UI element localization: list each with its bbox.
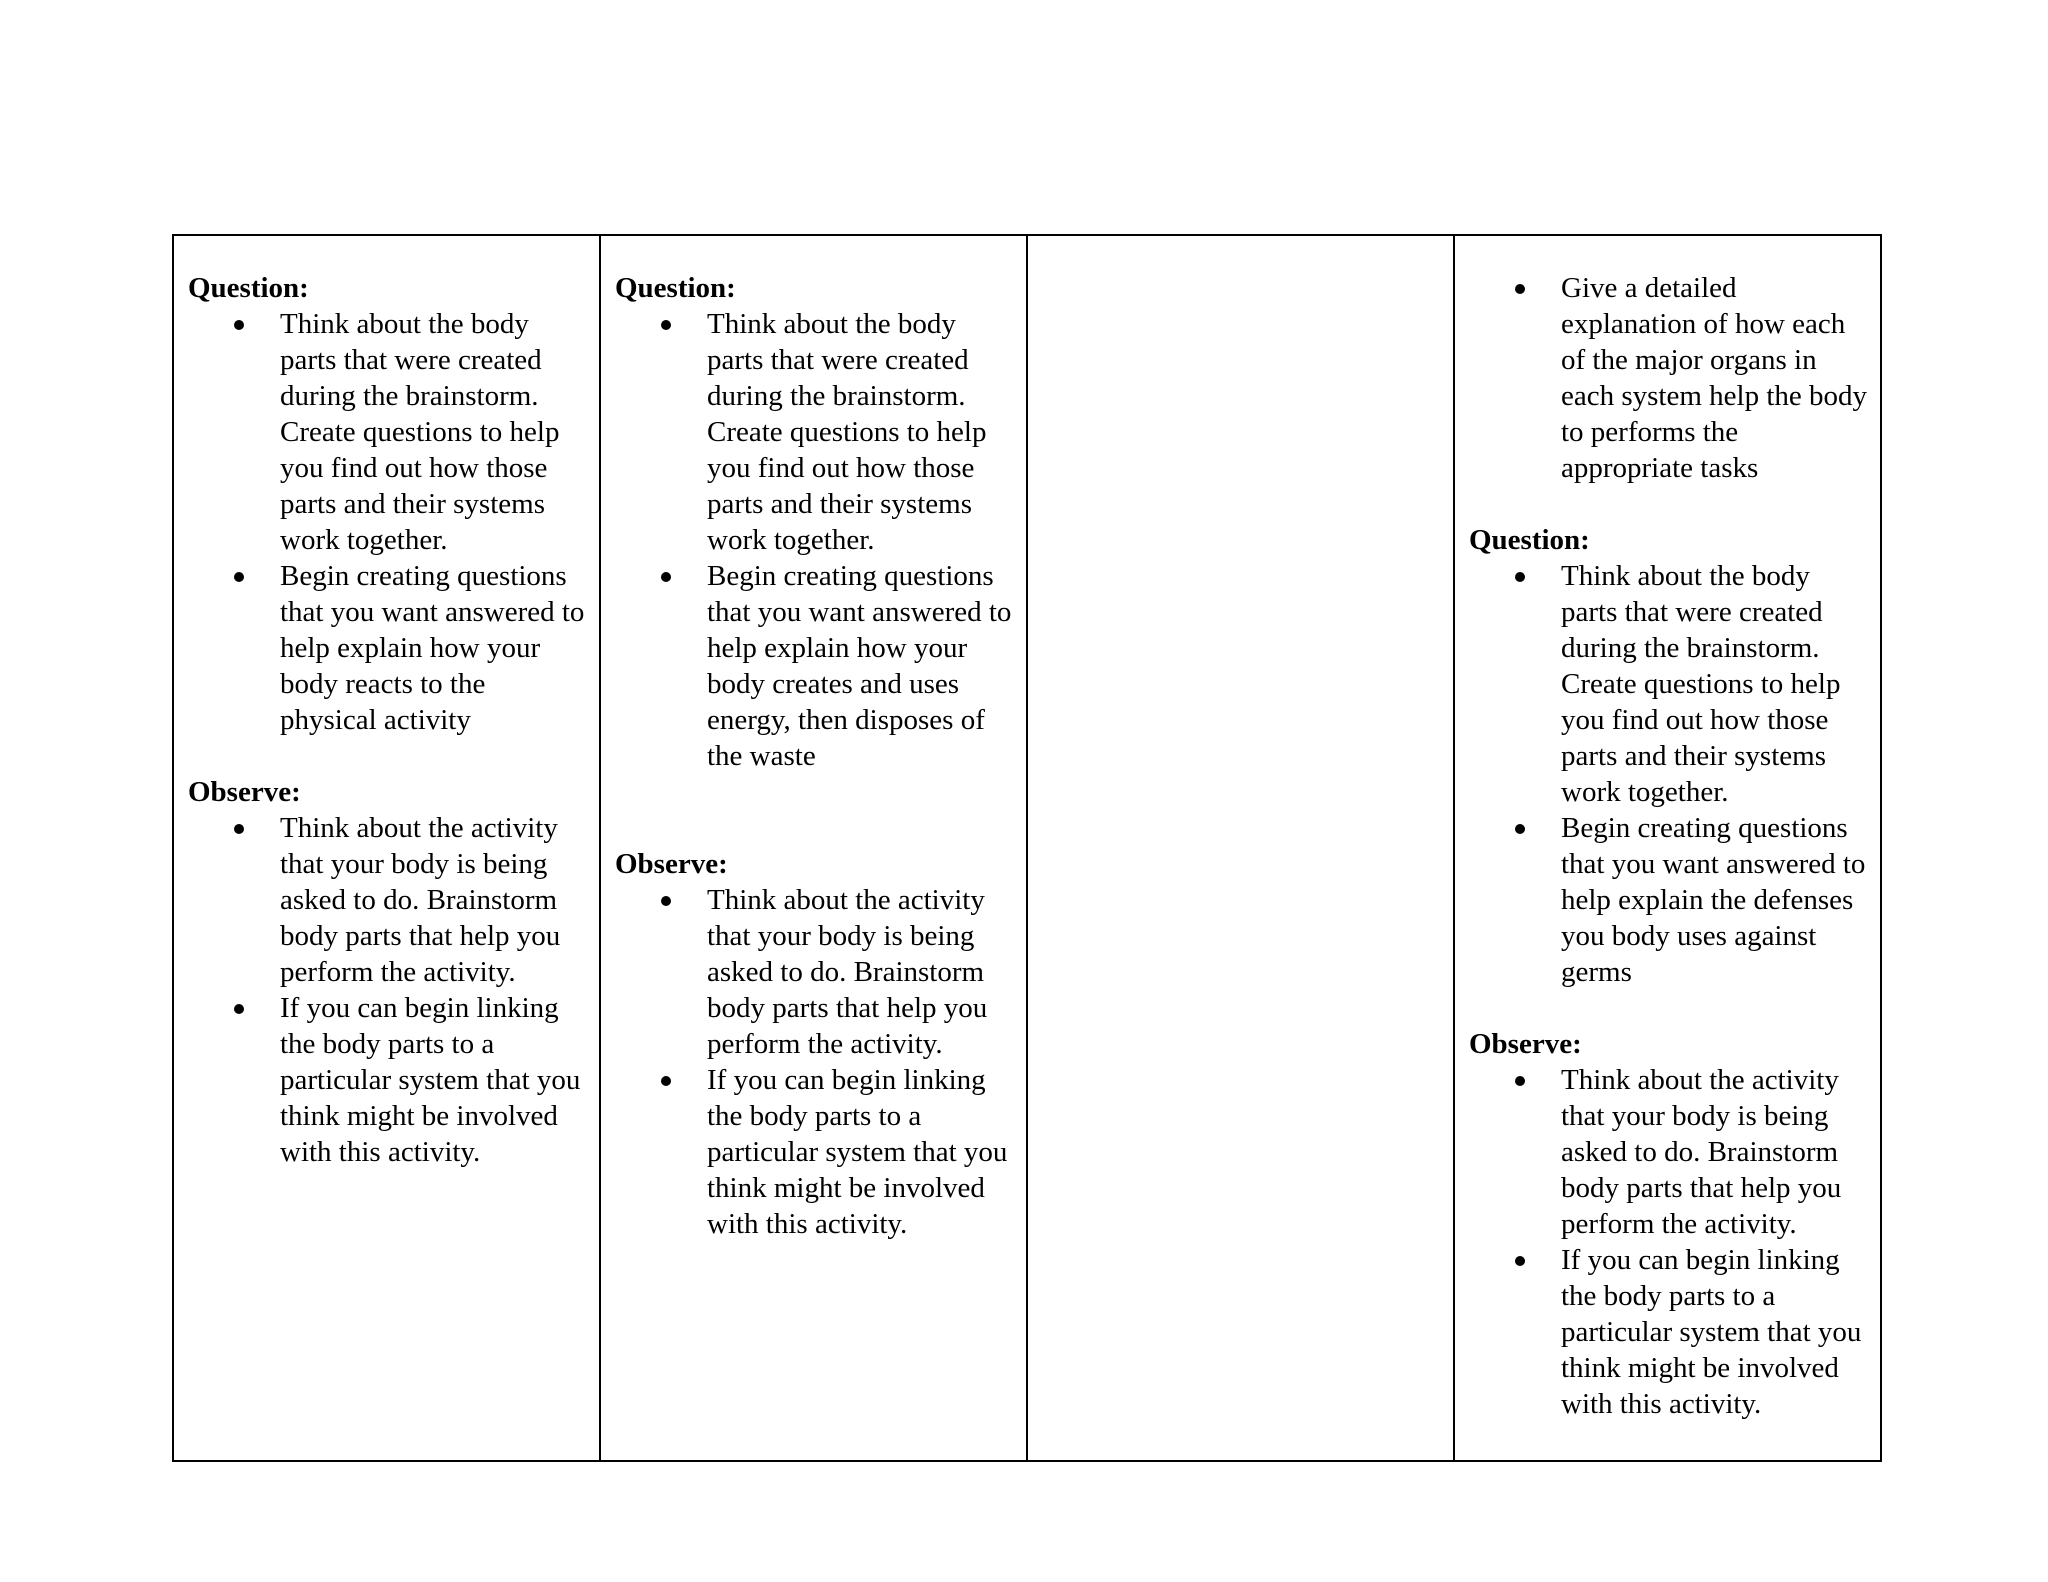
bullet-icon (1515, 284, 1525, 294)
list-item (615, 558, 1016, 774)
list-item-text: Think about the activity that your body is being asked to do. Brainstorm body parts that help you perform the activity. (1561, 1064, 1842, 1240)
list-item-text: Think about the body parts that were created during the brainstorm. Create questions to help you find out how those parts and their systems work together. (280, 308, 560, 556)
list-item-text: Think about the body parts that were created during the brainstorm. Create questions to help you find out how those parts and their systems work together. (1561, 560, 1841, 808)
list-item-text: Begin creating questions that you want answered to help explain the defenses you body uses against germs (1561, 812, 1866, 988)
list-item (188, 990, 589, 1170)
list-item (1469, 558, 1870, 810)
list-item (188, 810, 589, 990)
bullet-icon (234, 824, 244, 834)
table-cell-col1 (174, 236, 601, 1460)
question-heading: Question: (615, 272, 736, 304)
table-cell-col2 (601, 236, 1028, 1460)
list-item (1469, 810, 1870, 990)
list-item-text: Think about the activity that your body is being asked to do. Brainstorm body parts that help you perform the activity. (280, 812, 561, 988)
list-item-text: Give a detailed explanation of how each of the major organs in each system help the body to performs the appropriate tasks (1561, 272, 1868, 484)
list-item (615, 1062, 1016, 1242)
question-list (615, 306, 1016, 774)
list-item-text: If you can begin linking the body parts to a particular system that you think might be involved with this activity. (1561, 1244, 1862, 1420)
list-item (615, 882, 1016, 1062)
observe-heading: Observe: (188, 776, 301, 808)
list-item-text: If you can begin linking the body parts to a particular system that you think might be involved with this activity. (280, 992, 581, 1168)
bullet-icon (661, 896, 671, 906)
list-item-text: Begin creating questions that you want answered to help explain how your body creates and uses energy, then disposes of the waste (707, 560, 1012, 772)
table-cell-col4 (1455, 236, 1880, 1460)
bullet-icon (661, 572, 671, 582)
explanation-list (1469, 270, 1870, 486)
observe-heading: Observe: (615, 848, 728, 880)
bullet-icon (661, 320, 671, 330)
list-item (1469, 1242, 1870, 1422)
list-item (1469, 1062, 1870, 1242)
list-item-text: Think about the activity that your body is being asked to do. Brainstorm body parts that help you perform the activity. (707, 884, 988, 1060)
list-item (188, 558, 589, 738)
bullet-icon (234, 1004, 244, 1014)
bullet-icon (1515, 824, 1525, 834)
bullet-icon (1515, 1076, 1525, 1086)
bullet-icon (1515, 1256, 1525, 1266)
bullet-icon (234, 320, 244, 330)
list-item (188, 306, 589, 558)
question-list (1469, 558, 1870, 990)
question-heading: Question: (1469, 524, 1590, 556)
bullet-icon (1515, 572, 1525, 582)
activity-table (172, 234, 1882, 1462)
observe-heading: Observe: (1469, 1028, 1582, 1060)
observe-list (188, 810, 589, 1170)
table-cell-col3-empty (1028, 236, 1455, 1460)
list-item-text: Begin creating questions that you want answered to help explain how your body reacts to the physical activity (280, 560, 585, 736)
list-item (615, 306, 1016, 558)
observe-list (615, 882, 1016, 1242)
question-heading: Question: (188, 272, 309, 304)
bullet-icon (661, 1076, 671, 1086)
bullet-icon (234, 572, 244, 582)
question-list (188, 306, 589, 738)
list-item-text: If you can begin linking the body parts to a particular system that you think might be involved with this activity. (707, 1064, 1008, 1240)
list-item (1469, 270, 1870, 486)
list-item-text: Think about the body parts that were created during the brainstorm. Create questions to help you find out how those parts and their systems work together. (707, 308, 987, 556)
observe-list (1469, 1062, 1870, 1422)
